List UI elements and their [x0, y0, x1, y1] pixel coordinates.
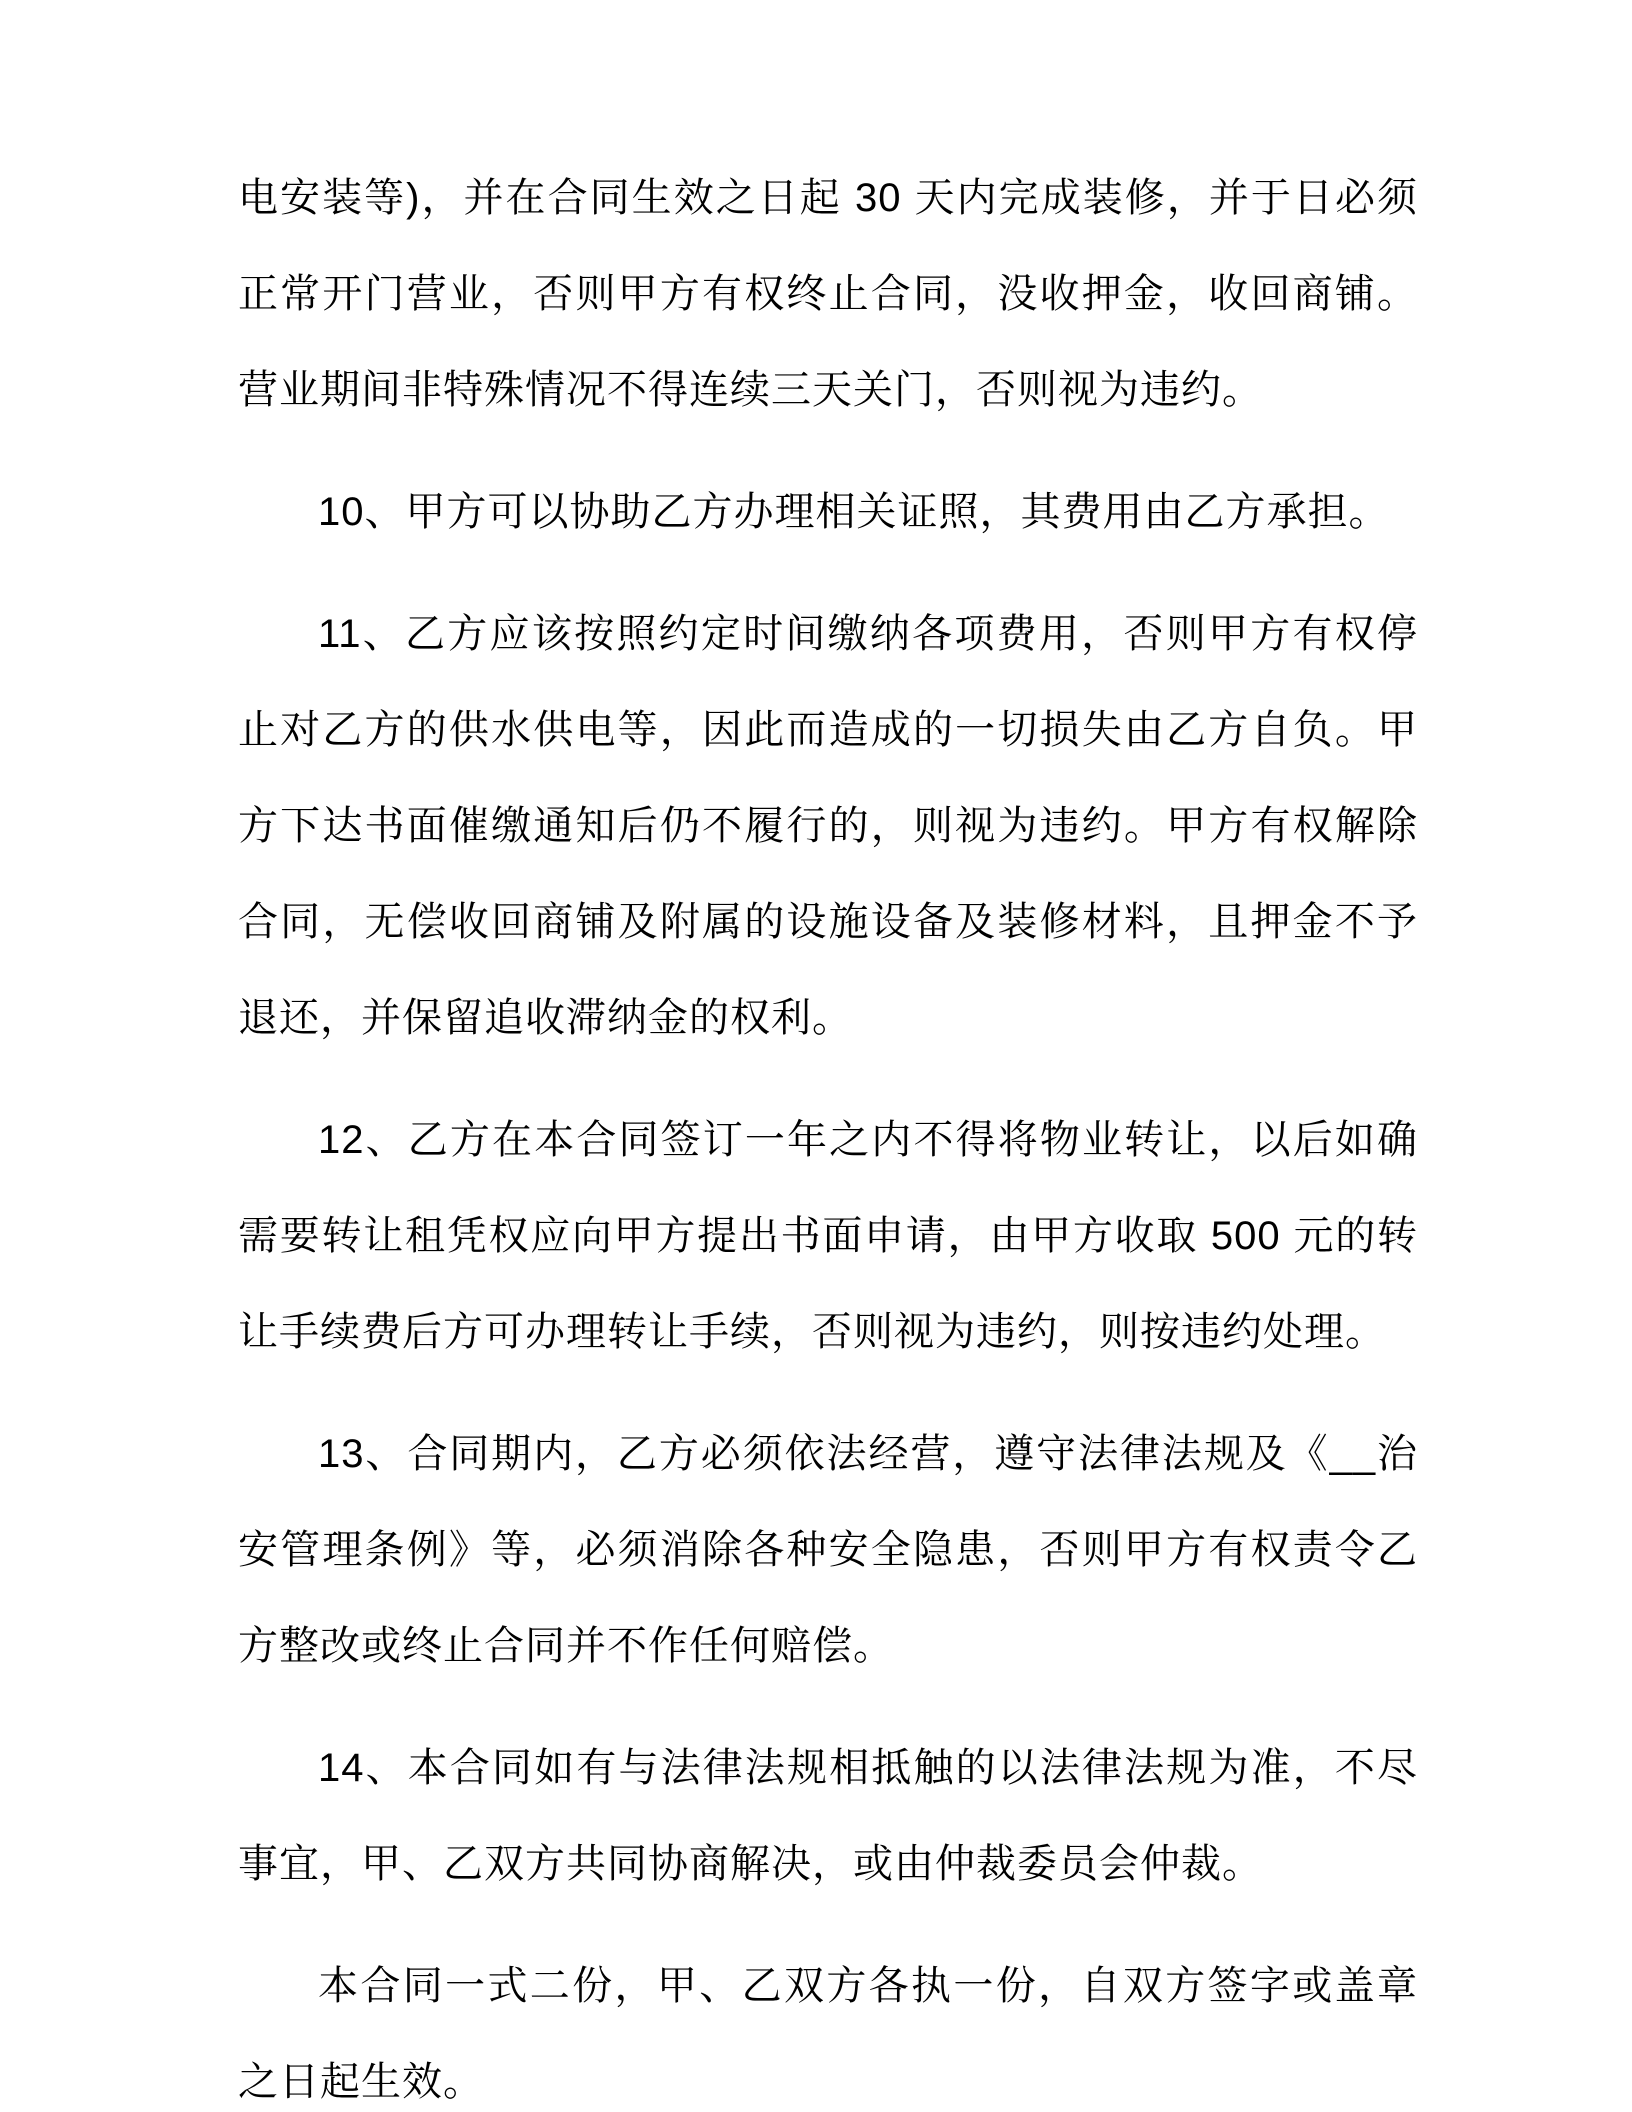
paragraph-clause-10: 10、甲方可以协助乙方办理相关证照，其费用由乙方承担。	[318, 490, 1390, 534]
paragraph-clause-13: 13、合同期内，乙方必须依法经营，遵守法律法规及《__治安管理条例》等，必须消除各种安全隐患，否则甲方有权责令乙方整改或终止合同并不作任何赔偿。	[238, 1432, 1418, 1668]
paragraph-clause-14: 14、本合同如有与法律法规相抵触的以法律法规为准，不尽事宜，甲、乙双方共同协商解决，或由仲裁委员会仲裁。	[238, 1746, 1418, 1886]
paragraph-closing: 本合同一式二份，甲、乙双方各执一份，自双方签字或盖章之日起生效。	[238, 1964, 1418, 2104]
document-content	[238, 150, 1418, 2112]
paragraph-clause-11: 11、乙方应该按照约定时间缴纳各项费用，否则甲方有权停止对乙方的供水供电等，因此而造成的一切损失由乙方自负。甲方下达书面催缴通知后仍不履行的，则视为违约。甲方有权解除合同，无偿收回商铺及附属的设施设备及装修材料，且押金不予退还，并保留追收滞纳金的权利。	[238, 612, 1418, 1040]
paragraph-continuation: 电安装等)，并在合同生效之日起 30 天内完成装修，并于日必须正常开门营业，否则甲方有权终止合同，没收押金，收回商铺。营业期间非特殊情况不得连续三天关门，否则视为违约。	[238, 176, 1418, 412]
paragraph-clause-12: 12、乙方在本合同签订一年之内不得将物业转让，以后如确需要转让租凭权应向甲方提出书面申请，由甲方收取 500 元的转让手续费后方可办理转让手续，否则视为违约，则按违约处理。	[238, 1118, 1418, 1354]
